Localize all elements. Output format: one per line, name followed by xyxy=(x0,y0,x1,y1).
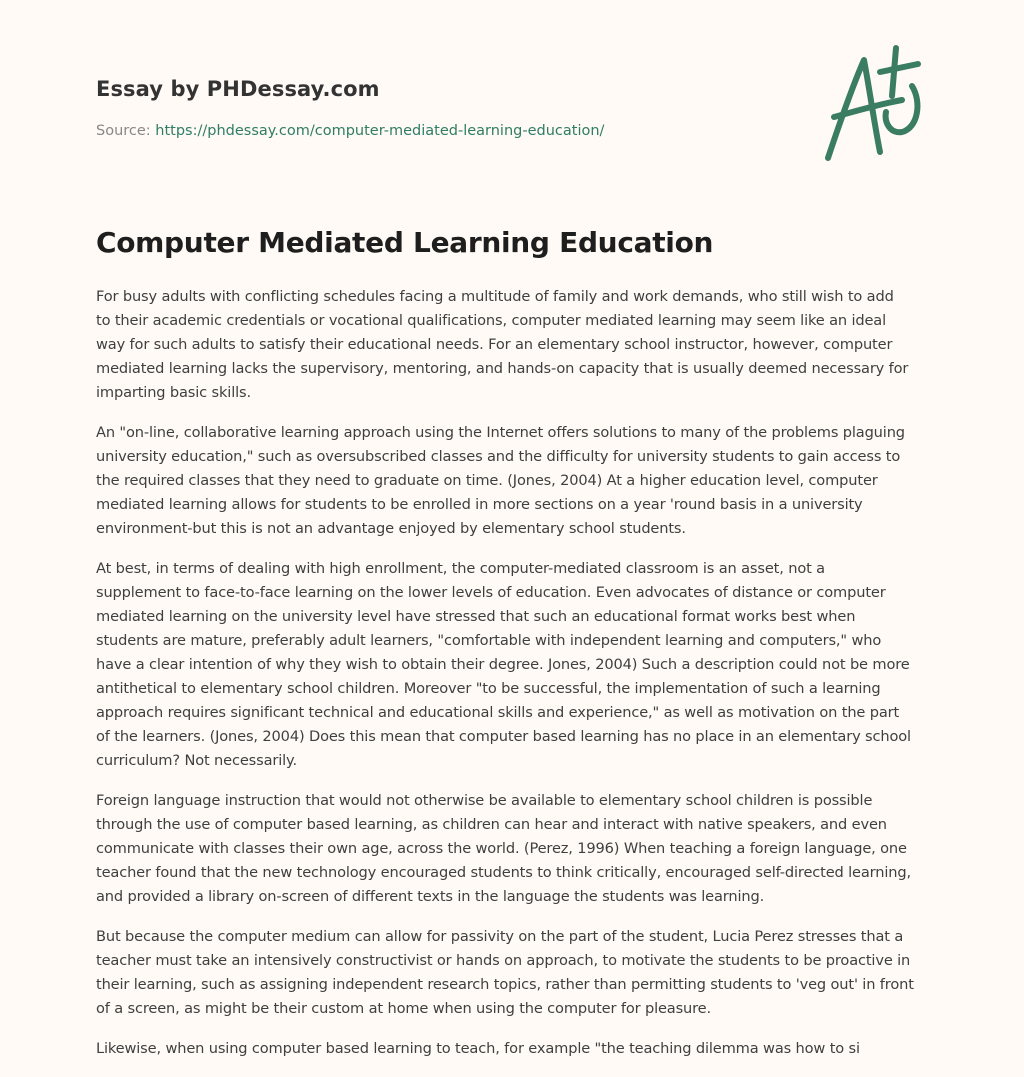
paragraph-line: teacher found that the new technology encouraged students to think critically, encouraged self-directed learning, xyxy=(96,864,911,881)
essay-paragraph xyxy=(96,1037,936,1061)
paragraph-line: to their academic credentials or vocational qualifications, computer mediated learning may seem like an ideal xyxy=(96,312,886,329)
site-brand: Essay by PHDessay.com xyxy=(96,77,380,101)
paragraph-line: university education," such as oversubscribed classes and the difficulty for university students to gain access to xyxy=(96,448,901,465)
paragraph-line: their learning, such as assigning independent research topics, rather than permitting students to 'veg out' in front xyxy=(96,976,914,993)
source-link[interactable]: https://phdessay.com/computer-mediated-learning-education/ xyxy=(155,123,605,139)
paragraph-line: At best, in terms of dealing with high enrollment, the computer-mediated classroom is an asset, not a xyxy=(96,560,825,577)
paragraph-line: through the use of computer based learning, as children can hear and interact with native speakers, and even xyxy=(96,816,887,833)
paragraph-line: supplement to face-to-face learning on the lower levels of education. Even advocates of distance or computer xyxy=(96,584,886,601)
paragraph-line: Likewise, when using computer based learning to teach, for example "the teaching dilemma was how to si xyxy=(96,1040,860,1057)
paragraph-line: curriculum? Not necessarily. xyxy=(96,752,297,769)
paragraph-line: students are mature, preferably adult learners, "comfortable with independent learning and computers," who xyxy=(96,632,882,649)
paragraph-line: teacher must take an intensively constructivist or hands on approach, to motivate the students to be proactive in xyxy=(96,952,911,969)
paragraph-line: communicate with classes their own age, across the world. (Perez, 1996) When teaching a foreign language, one xyxy=(96,840,907,857)
paragraph-line: environment-but this is not an advantage enjoyed by elementary school students. xyxy=(96,520,686,537)
essay-body xyxy=(96,285,936,1077)
essay-paragraph xyxy=(96,285,936,405)
paragraph-line: the required classes that they need to graduate on time. (Jones, 2004) At a higher education level, computer xyxy=(96,472,878,489)
essay-paragraph xyxy=(96,557,936,773)
paragraph-line: mediated learning lacks the supervisory, mentoring, and hands-on capacity that is usually deemed necessary for xyxy=(96,360,909,377)
paragraph-line: Foreign language instruction that would not otherwise be available to elementary school children is possible xyxy=(96,792,873,809)
essay-title: Computer Mediated Learning Education xyxy=(96,226,714,259)
paragraph-line: approach requires significant technical and educational skills and experience," as well as motivation on the part xyxy=(96,704,900,721)
essay-paragraph xyxy=(96,421,936,541)
paragraph-line: have a clear intention of why they wish to obtain their degree. Jones, 2004) Such a description could not be more xyxy=(96,656,910,673)
source-line xyxy=(96,123,604,139)
paragraph-line: of the learners. (Jones, 2004) Does this mean that computer based learning has no place in an elementary school xyxy=(96,728,911,745)
paragraph-line: and provided a library on-screen of different texts in the language the students was learning. xyxy=(96,888,765,905)
paragraph-line: An "on-line, collaborative learning approach using the Internet offers solutions to many of the problems plaguing xyxy=(96,424,905,441)
paragraph-line: of a screen, as might be their custom at home when using the computer for pleasure. xyxy=(96,1000,711,1017)
source-label: Source: xyxy=(96,123,156,139)
paragraph-line: way for such adults to satisfy their educational needs. For an elementary school instructor, however, computer xyxy=(96,336,893,353)
paragraph-line: For busy adults with conflicting schedules facing a multitude of family and work demands, who still wish to add xyxy=(96,288,894,305)
essay-paragraph xyxy=(96,789,936,909)
a-plus-logo-icon xyxy=(820,42,930,164)
paragraph-line: mediated learning allows for students to be enrolled in more sections on a year 'round basis in a university xyxy=(96,496,863,513)
paragraph-line: mediated learning on the university level have stressed that such an educational format works best when xyxy=(96,608,856,625)
essay-paragraph xyxy=(96,925,936,1021)
paragraph-line: antithetical to elementary school children. Moreover "to be successful, the implementation of such a learning xyxy=(96,680,881,697)
paragraph-line: But because the computer medium can allow for passivity on the part of the student, Lucia Perez stresses that a xyxy=(96,928,904,945)
paragraph-line: imparting basic skills. xyxy=(96,384,251,401)
